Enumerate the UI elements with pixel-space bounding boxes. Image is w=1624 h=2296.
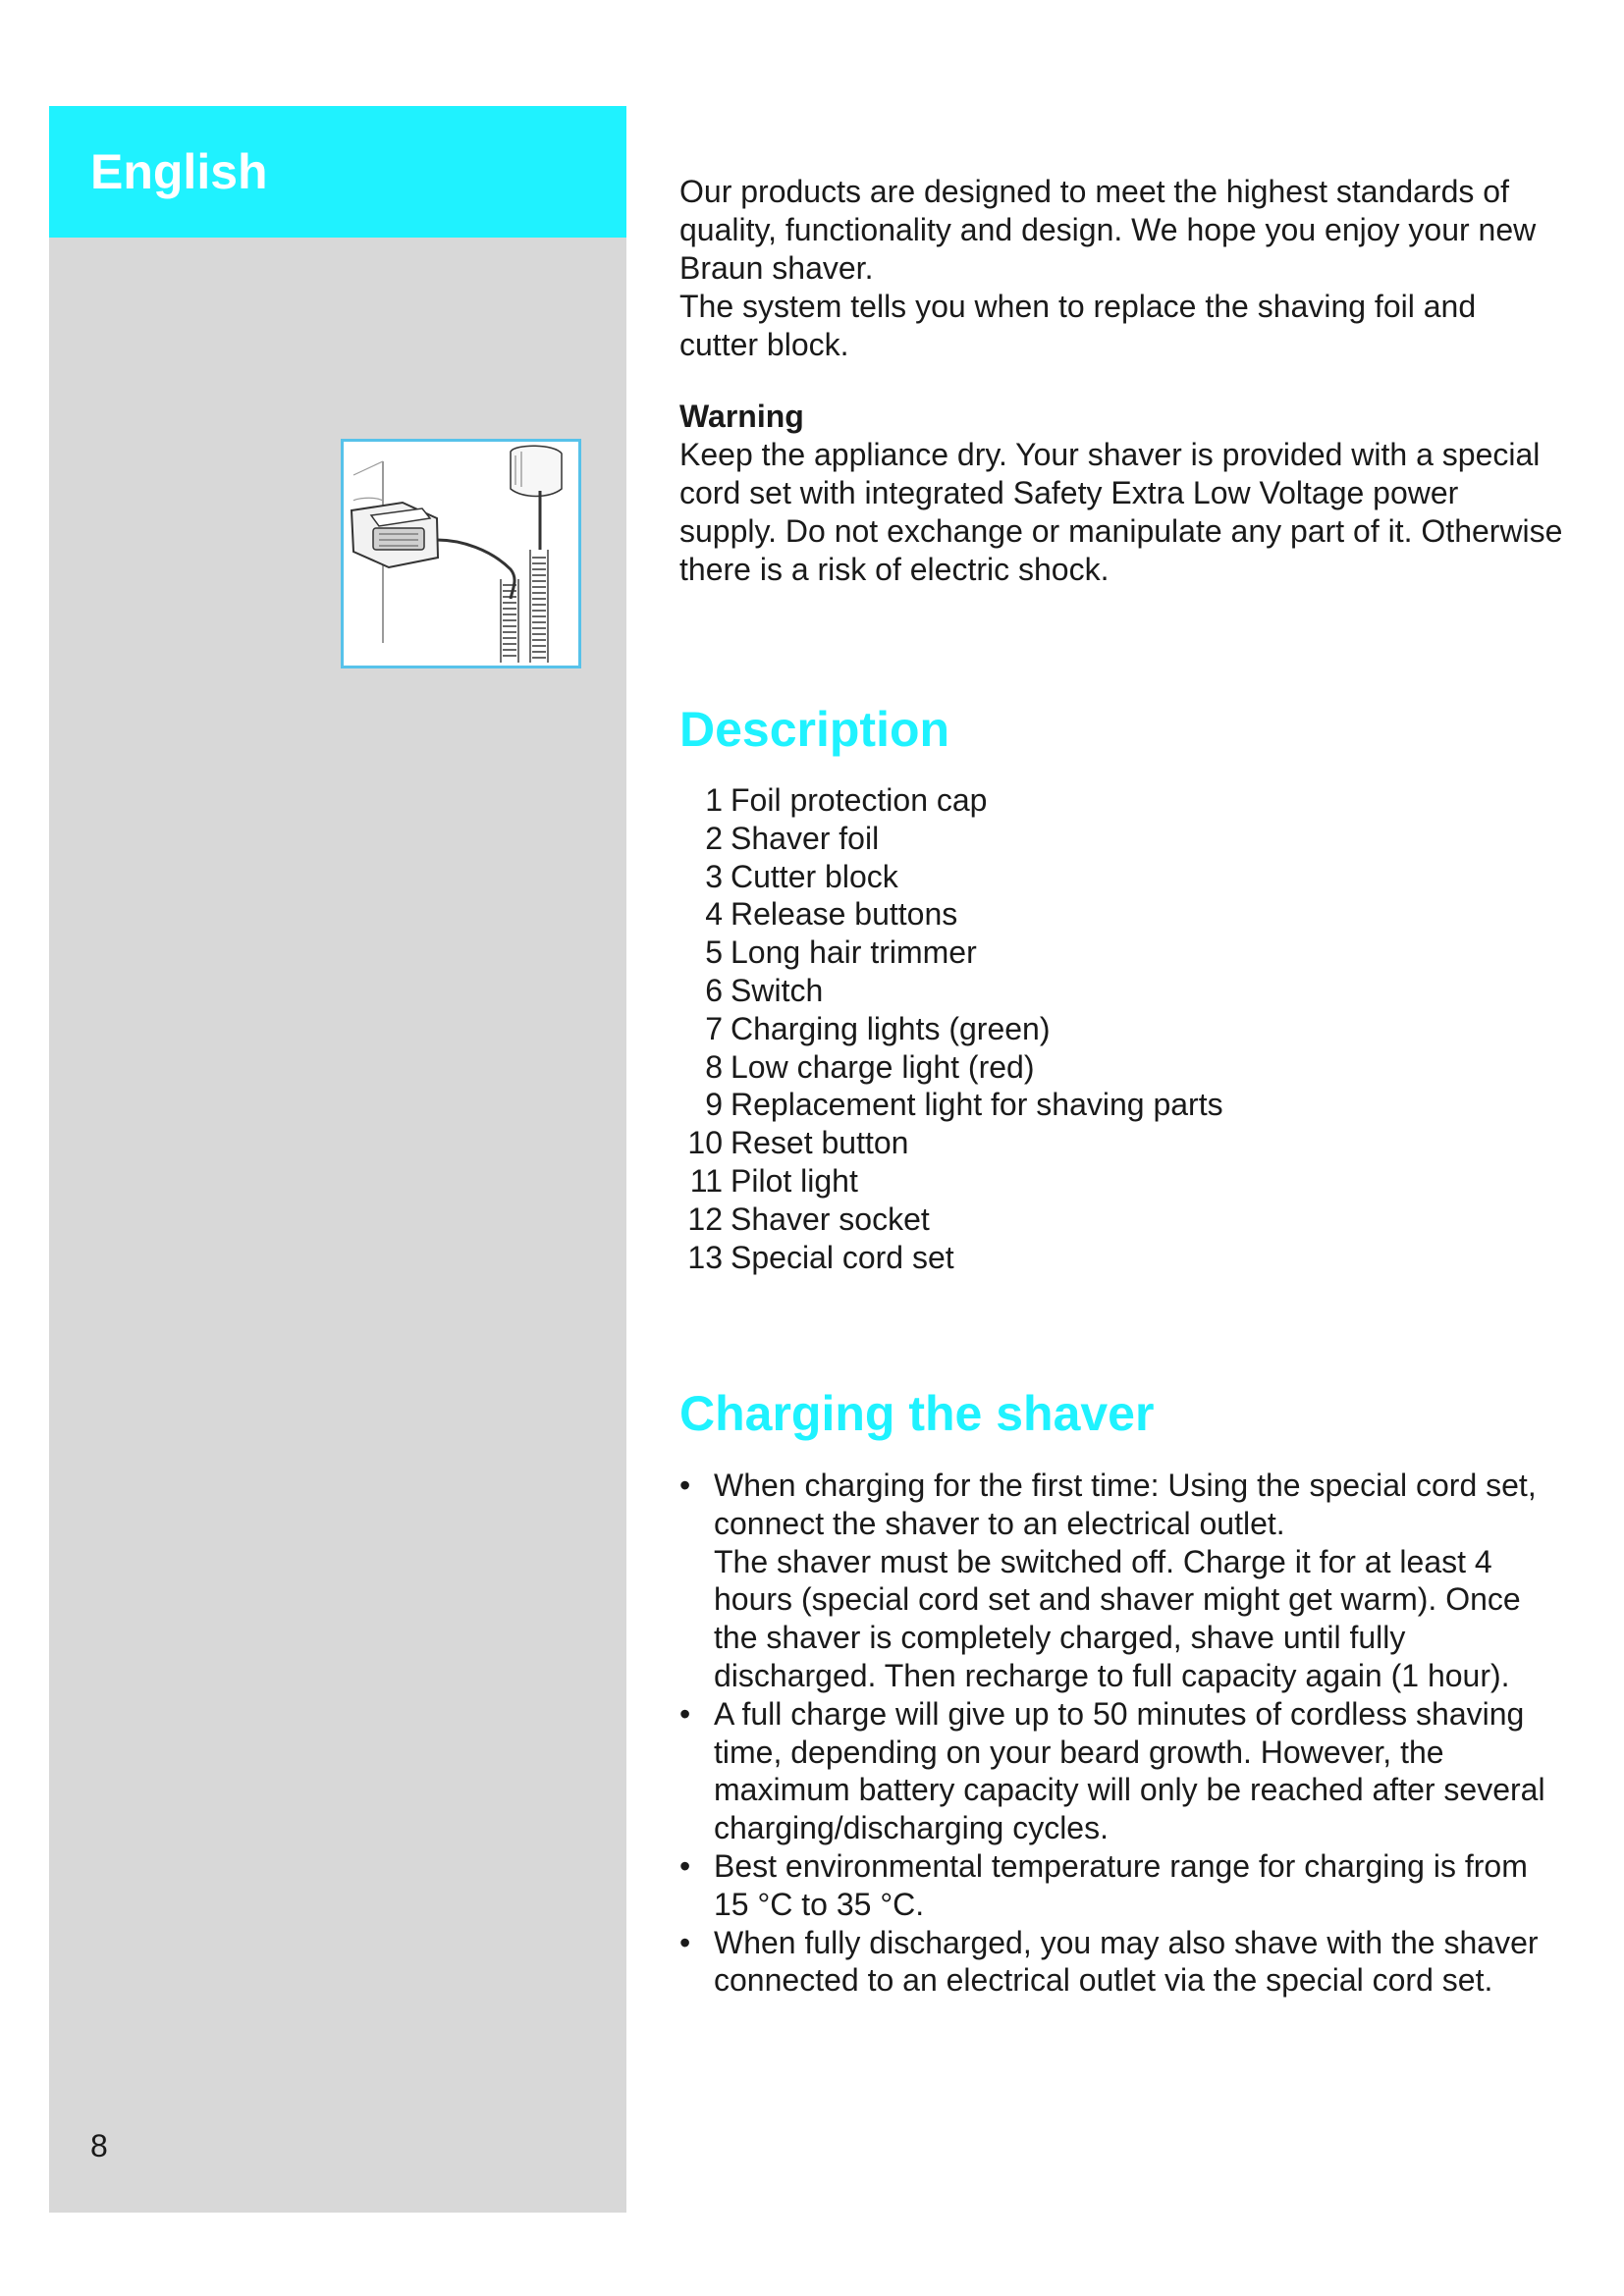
list-item <box>679 1847 1563 1924</box>
page-number: 8 <box>90 2128 108 2163</box>
language-title: English <box>90 144 268 199</box>
cord-plug-illustration <box>341 439 581 668</box>
parts-list <box>679 781 1223 1276</box>
intro-paragraph: The system tells you when to replace the shaving foil and cutter block. <box>679 289 1477 362</box>
item-label: Reset button <box>731 1125 909 1161</box>
bullet-text: A full charge will give up to 50 minutes of cordless shaving time, depending on your beard growth. However, the maximum battery capacity will only be reached after several charging/discharging cycles. <box>714 1695 1545 1846</box>
item-number: 2 <box>705 820 723 856</box>
list-item <box>679 1695 1563 1847</box>
item-label: Release buttons <box>731 896 958 933</box>
item-label: Special cord set <box>731 1239 954 1275</box>
item-label: Low charge light (red) <box>731 1048 1035 1085</box>
list-item <box>679 1124 1223 1162</box>
charging-instructions <box>679 1467 1563 2000</box>
item-number: 9 <box>705 1087 723 1123</box>
item-label: Pilot light <box>731 1162 858 1199</box>
bullet-icon: • <box>679 1924 691 1960</box>
warning-section <box>679 398 1563 589</box>
list-item <box>679 781 1223 820</box>
list-item <box>679 858 1223 896</box>
list-item <box>679 1924 1563 2001</box>
warning-text: Keep the appliance dry. Your shaver is provided with a special cord set with integrated Safety Extra Low Voltage power supply. Do not exchange or manipulate any part of it. Otherwise there is a risk of electric shock. <box>679 437 1563 587</box>
bullet-text: When charging for the first time: Using the special cord set, connect the shaver to an electrical outlet. <box>714 1468 1537 1541</box>
item-label: Cutter block <box>731 858 898 894</box>
list-item <box>679 1010 1223 1048</box>
item-number: 11 <box>689 1162 723 1199</box>
list-item <box>679 934 1223 972</box>
sidebar-panel <box>49 106 626 2213</box>
intro-paragraph: Our products are designed to meet the highest standards of quality, functionality and design. We hope you enjoy your new Braun shaver. <box>679 174 1537 286</box>
item-number: 7 <box>705 1010 723 1046</box>
bullet-text: When fully discharged, you may also shave with the shaver connected to an electrical outlet via the special cord set. <box>714 1924 1539 1999</box>
item-label: Shaver foil <box>731 820 880 856</box>
item-label: Long hair trimmer <box>731 934 977 971</box>
item-number: 12 <box>687 1201 723 1237</box>
item-label: Shaver socket <box>731 1201 930 1237</box>
item-number: 4 <box>705 896 723 933</box>
item-label: Charging lights (green) <box>731 1010 1051 1046</box>
item-number: 5 <box>705 934 723 971</box>
bullet-text: The shaver must be switched off. Charge it for at least 4 hours (special cord set and shaver might get warm). Once the shaver is completely charged, shave until fully discharged. Then recharge to full capacity again (1 hour). <box>714 1543 1521 1693</box>
list-item <box>679 972 1223 1010</box>
list-item <box>679 1201 1223 1239</box>
list-item <box>679 1162 1223 1201</box>
bullet-text: Best environmental temperature range for charging is from 15 °C to 35 °C. <box>714 1847 1528 1922</box>
list-item <box>679 1048 1223 1087</box>
item-number: 6 <box>705 972 723 1008</box>
warning-heading: Warning <box>679 399 804 434</box>
item-number: 13 <box>687 1239 723 1275</box>
description-heading: Description <box>679 702 950 757</box>
item-number: 10 <box>687 1125 723 1161</box>
charging-heading: Charging the shaver <box>679 1386 1155 1441</box>
item-label: Foil protection cap <box>731 782 988 818</box>
list-item <box>679 1239 1223 1277</box>
plug-into-socket-icon <box>344 442 578 666</box>
list-item <box>679 895 1223 934</box>
intro-section <box>679 173 1563 364</box>
bullet-icon: • <box>679 1847 691 1884</box>
list-item <box>679 820 1223 858</box>
item-number: 3 <box>705 858 723 894</box>
bullet-icon: • <box>679 1468 691 1503</box>
item-label: Replacement light for shaving parts <box>731 1087 1223 1123</box>
item-label: Switch <box>731 972 824 1008</box>
item-number: 1 <box>705 782 723 818</box>
list-item <box>679 1086 1223 1124</box>
item-number: 8 <box>705 1048 723 1085</box>
bullet-icon: • <box>679 1695 691 1732</box>
list-item <box>679 1467 1563 1695</box>
